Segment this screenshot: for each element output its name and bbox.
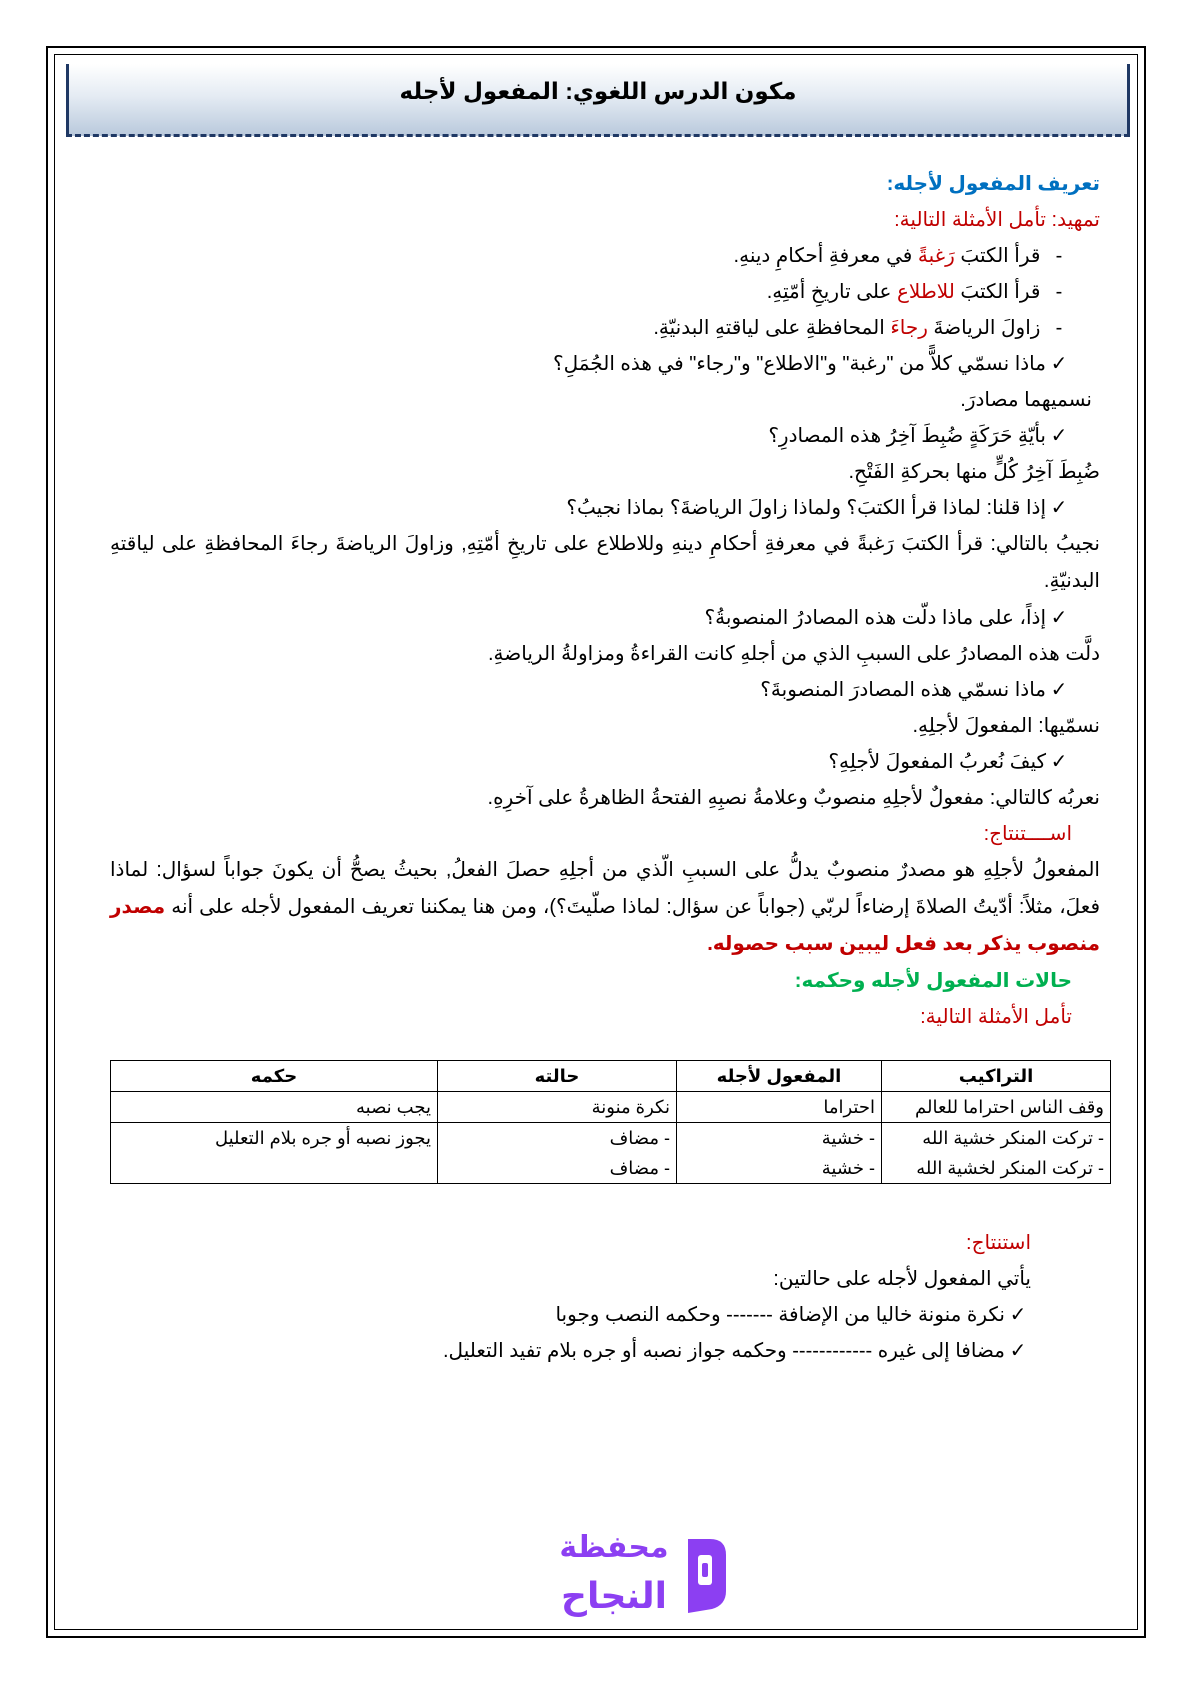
definition-heading: تعريف المفعول لأجله: [886, 173, 1100, 195]
table-cell: يجوز نصبه أو جره بلام التعليل [111, 1123, 438, 1184]
answer-text: دلَّت هذه المصادرُ على السببِ الذي من أجلهِ كانت القراءةُ ومزاولةُ الرياضةِ. [487, 643, 1100, 665]
example-item: - قرأ الكتبَ رَغبةً في معرفةِ أحكامِ دينهِ. [110, 238, 1100, 274]
dash-bullet: - [1055, 317, 1063, 339]
question-item: ✓بأيّةِ حَرَكَةٍ ضُبِطَ آخِرُ هذه المصادرِ؟ [110, 418, 1100, 454]
cases-intro-label: تأمل الأمثلة التالية: [920, 1006, 1072, 1028]
table-cell: نكرة منونة [438, 1092, 677, 1123]
question-item: ✓ماذا نسمّي هذه المصادرَ المنصوبةَ؟ [110, 672, 1100, 708]
dash-bullet: - [1055, 245, 1063, 267]
conclusion-section [110, 1225, 1031, 1369]
logo-line-1: محفظة [559, 1530, 669, 1565]
check-icon: ✓ [1050, 425, 1068, 447]
conclusion-intro: يأتي المفعول لأجله على حالتين: [773, 1268, 1031, 1290]
table-row [111, 1123, 1111, 1184]
logo-icon [682, 1535, 730, 1615]
question-item: ✓كيفَ نُعربُ المفعولَ لأجلِهِ؟ [110, 744, 1100, 780]
conclusion-label: استنتاج: [966, 1232, 1031, 1254]
check-icon: ✓ [1009, 1340, 1027, 1362]
question-item: ✓ماذا نسمّي كلاًّ من "رغبة" و"الاطلاع" و"رجاء" في هذه الجُمَلِ؟ [110, 346, 1100, 382]
conclusion-paragraph: المفعولُ لأجلِهِ هو مصدرٌ منصوبٌ يدلُّ على السببِ الّذي من أجلِهِ حصلَ الفعلُ, بحيثُ يصحُّ أن يكونَ جواباً لسؤال: لماذا فعلَ، مثلاً: أدّيتُ الصلاةَ إرضاءاً لربّي (جواباً عن سؤال: لماذا صلّيتَ؟)، ومن هنا يمكننا تعريف المفعول لأجله على أنه مصدر منصوب يذكر بعد فعل ليبين سبب حصوله. [110, 859, 1101, 955]
check-icon: ✓ [1050, 751, 1068, 773]
list-item: ✓مضافا إلى غيره ------------ وحكمه جواز نصبه أو جره بلام تفيد التعليل. [110, 1333, 1031, 1369]
dash-bullet: - [1055, 281, 1063, 303]
column-header: حالته [438, 1061, 677, 1092]
check-icon: ✓ [1009, 1304, 1027, 1326]
answer-text: نسمّيها: المفعولَ لأجلِهِ. [912, 715, 1100, 737]
example-item: - قرأ الكتبَ للاطلاع على تاريخِ أمّتِهِ. [110, 274, 1100, 310]
check-icon: ✓ [1050, 497, 1068, 519]
table-cell: يجب نصبه [111, 1092, 438, 1123]
conclusion-label: اســــتنتاج: [983, 823, 1072, 845]
question-item: ✓إذا قلنا: لماذا قرأ الكتبَ؟ ولماذا زاولَ الرياضةَ؟ بماذا نجيبُ؟ [110, 490, 1100, 526]
check-icon: ✓ [1050, 607, 1068, 629]
table-cell: احتراما [677, 1092, 882, 1123]
header-divider [66, 134, 1130, 137]
lesson-body [110, 166, 1100, 1035]
logo-line-2: النجاح [561, 1576, 667, 1617]
check-icon: ✓ [1050, 679, 1068, 701]
answer-text: نعربُه كالتالي: مفعولٌ لأجلِهِ منصوبٌ وعلامةُ نصبِهِ الفتحةُ الظاهرةُ على آخرِهِ. [487, 787, 1100, 809]
column-header: التراكيب [882, 1061, 1111, 1092]
lesson-header [66, 64, 1130, 136]
table-row [111, 1092, 1111, 1123]
column-header: المفعول لأجله [677, 1061, 882, 1092]
answer-text: ضُبِطَ آخِرُ كُلٍّ منها بحركةِ الفَتْحِ. [848, 461, 1100, 483]
definition-statement: مصدر منصوب يذكر بعد فعل ليبين سبب حصوله. [110, 896, 1100, 955]
lesson-title: مكون الدرس اللغوي: المفعول لأجله [399, 78, 797, 104]
site-logo [555, 1525, 735, 1625]
intro-label: تمهيد: تأمل الأمثلة التالية: [894, 209, 1100, 231]
table-cell: - مضاف - مضاف [438, 1123, 677, 1184]
table-cell: وقف الناس احتراما للعالم [882, 1092, 1111, 1123]
list-item: ✓نكرة منونة خاليا من الإضافة ------- وحكمه النصب وجوبا [110, 1297, 1031, 1333]
table-cell: - تركت المنكر خشية الله - تركت المنكر لخشية الله [882, 1123, 1111, 1184]
table-cell: - خشية - خشية [677, 1123, 882, 1184]
question-item: ✓إذاً، على ماذا دلّت هذه المصادرُ المنصوبةُ؟ [110, 600, 1100, 636]
cases-heading: حالات المفعول لأجله وحكمه: [794, 970, 1072, 992]
example-item: - زاولَ الرياضةَ رجاءَ المحافظةِ على لياقتهِ البدنيّةِ. [110, 310, 1100, 346]
table-header-row [111, 1061, 1111, 1092]
answer-text: نجيبُ بالتالي: قرأ الكتبَ رَغبةً في معرفةِ أحكامِ دينهِ وللاطلاع على تاريخِ أمّتِهِ, وزاولَ الرياضةَ رجاءَ المحافظةِ على لياقتهِ البدنيّةِ. [110, 533, 1100, 592]
cases-table [110, 1060, 1111, 1184]
answer-text: نسميهما مصادرَ. [960, 389, 1092, 411]
column-header: حكمه [111, 1061, 438, 1092]
check-icon: ✓ [1050, 353, 1068, 375]
